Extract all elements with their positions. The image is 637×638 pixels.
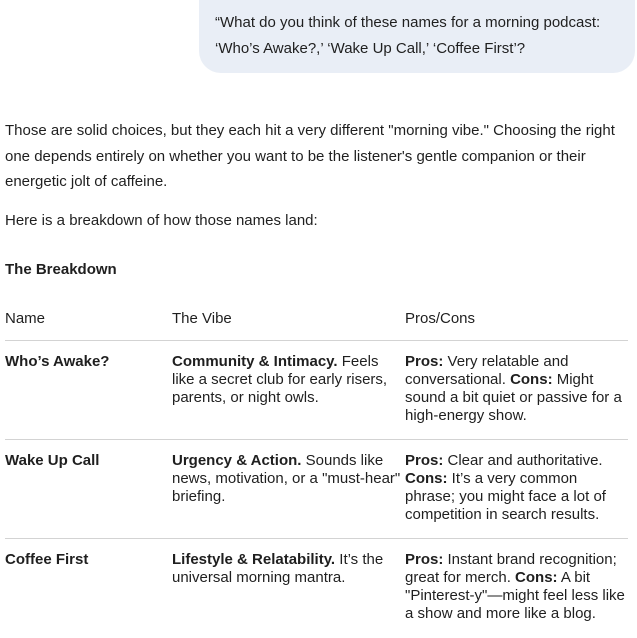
intro-line: energetic jolt of caffeine. [5, 173, 168, 190]
cons-text: A bit "Pinterest-y"—might feel less like a show and more like a blog. [405, 569, 625, 622]
table-row [5, 440, 628, 539]
header-vibe: The Vibe [172, 303, 405, 341]
vibe-label: Community & Intimacy. [172, 353, 338, 370]
user-message-bubble [199, 0, 635, 73]
response-lead: Here is a breakdown of how those names land: [5, 212, 318, 229]
user-message-line-2: ‘Who’s Awake?,’ ‘Wake Up Call,’ ‘Coffee First’? [215, 40, 526, 57]
cons-label: Cons: [510, 371, 553, 388]
row-vibe [172, 440, 405, 539]
vibe-label: Urgency & Action. [172, 452, 302, 469]
row-name: Wake Up Call [5, 440, 172, 539]
pros-text: Instant brand recognition; great for merch. [405, 551, 617, 586]
row-pros-cons [405, 440, 628, 539]
row-vibe [172, 539, 405, 638]
pros-label: Pros: [405, 452, 444, 469]
table-row [5, 539, 628, 638]
header-pros-cons: Pros/Cons [405, 303, 628, 341]
response-intro [5, 118, 630, 195]
intro-line: Those are solid choices, but they each hit a very different "morning vibe." Choosing the right [5, 122, 615, 139]
row-vibe [172, 341, 405, 440]
pros-label: Pros: [405, 551, 444, 568]
vibe-text: It’s the universal morning mantra. [172, 551, 384, 586]
pros-text: Clear and authoritative. [443, 452, 603, 469]
vibe-text: Feels like a secret club for early risers, parents, or night owls. [172, 353, 388, 406]
breakdown-table [5, 303, 628, 637]
row-name: Coffee First [5, 551, 89, 568]
table-row [5, 341, 628, 440]
row-pros-cons [405, 341, 628, 440]
header-name: Name [5, 303, 172, 341]
intro-line: one depends entirely on whether you want to be the listener's gentle companion or their [5, 147, 586, 165]
vibe-text: Sounds like news, motivation, or a "must-hear" briefing. [172, 452, 401, 505]
section-title: The Breakdown [5, 261, 117, 278]
row-name: Who’s Awake? [5, 341, 172, 440]
cons-text: Might sound a bit quiet or passive for a high-energy show. [405, 371, 622, 424]
cons-label: Cons: [515, 569, 558, 586]
user-message-line-1: “What do you think of these names for a morning podcast: [215, 14, 601, 31]
cons-label: Cons: [405, 470, 448, 487]
pros-label: Pros: [405, 353, 444, 370]
row-pros-cons [405, 539, 628, 638]
cons-text: It’s a very common phrase; you might face a lot of competition in search results. [405, 470, 606, 523]
pros-text: Very relatable and conversational. [405, 353, 569, 388]
table-header-row [5, 303, 628, 341]
vibe-label: Lifestyle & Relatability. [172, 551, 336, 568]
